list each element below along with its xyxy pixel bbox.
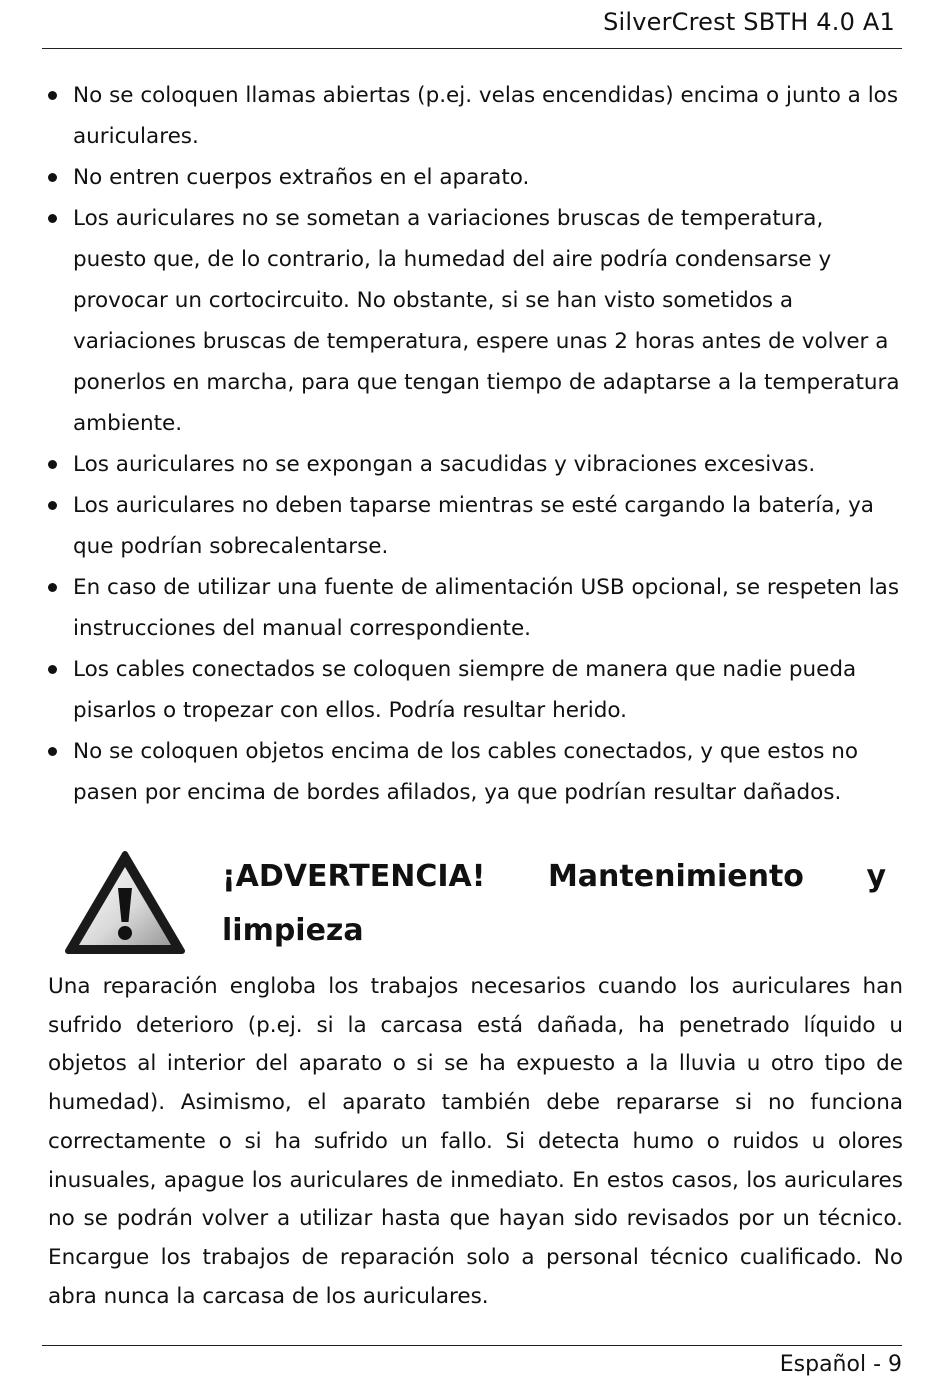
list-item-text: Los auriculares no deben taparse mientras se esté cargando la batería, ya que podrían sobrecalentarse. [73, 493, 874, 559]
page-number: Español - 9 [779, 1352, 902, 1377]
list-item [45, 485, 903, 567]
heading-word-cleaning: limpieza [222, 913, 364, 948]
list-item-text: No se coloquen llamas abiertas (p.ej. velas encendidas) encima o junto a los auriculares. [73, 83, 899, 149]
bullet-icon [48, 747, 57, 756]
list-item [45, 157, 903, 198]
list-item-text: Los auriculares no se sometan a variaciones bruscas de temperatura, puesto que, de lo contrario, la humedad del aire podría condensarse y provocar un cortocircuito. No obstante, si se han visto sometidos a variaciones bruscas de temperatura, espere unas 2 horas antes de volver a ponerlos en marcha, para que tengan tiempo de adaptarse a la temperatura ambiente. [73, 206, 900, 436]
list-item-text: Los cables conectados se coloquen siempre de manera que nadie pueda pisarlos o tropezar con ellos. Podría resultar herido. [73, 657, 857, 723]
list-item [45, 567, 903, 649]
heading-word-and: y [866, 859, 886, 894]
list-item [45, 444, 903, 485]
maintenance-paragraph: Una reparación engloba los trabajos necesarios cuando los auriculares han sufrido deterioro (p.ej. si la carcasa está dañada, ha penetrado líquido u objetos al interior del aparato o si se ha expuesto a la lluvia u otro tipo de humedad). Asimismo, el aparato también debe repararse si no funciona correctamente o si ha sufrido un fallo. Si detecta humo o ruidos u olores inusuales, apague los auriculares de inmediato. En estos casos, los auriculares no se podrán volver a utilizar hasta que hayan sido revisados por un técnico. Encargue los trabajos de reparación solo a personal técnico cualificado. No abra nunca la carcasa de los auriculares. [48, 974, 903, 1309]
list-item [45, 198, 903, 444]
bullet-icon [48, 91, 57, 100]
list-item [45, 731, 903, 813]
section-heading [222, 850, 886, 958]
bullet-icon [48, 501, 57, 510]
list-item-text: No entren cuerpos extraños en el aparato. [73, 165, 530, 190]
list-item-text: En caso de utilizar una fuente de alimentación USB opcional, se respeten las instrucciones del manual correspondiente. [73, 575, 900, 641]
list-item-text: No se coloquen objetos encima de los cables conectados, y que estos no pasen por encima de bordes afilados, ya que podrían resultar dañados. [73, 739, 859, 805]
bullet-icon [48, 665, 57, 674]
list-item [45, 75, 903, 157]
heading-word-maintenance: Mantenimiento [547, 859, 804, 894]
list-item-text: Los auriculares no se expongan a sacudidas y vibraciones excesivas. [73, 452, 816, 477]
safety-bullet-list [45, 75, 903, 813]
bullet-icon [48, 173, 57, 182]
heading-warning-word: ¡ADVERTENCIA! [222, 859, 486, 894]
footer-divider [42, 1345, 902, 1346]
list-item [45, 649, 903, 731]
bullet-icon [48, 460, 57, 469]
warning-triangle-icon [64, 850, 186, 956]
bullet-icon [48, 583, 57, 592]
header-divider [42, 48, 902, 49]
page-header-title: SilverCrest SBTH 4.0 A1 [603, 8, 895, 36]
bullet-icon [48, 214, 57, 223]
